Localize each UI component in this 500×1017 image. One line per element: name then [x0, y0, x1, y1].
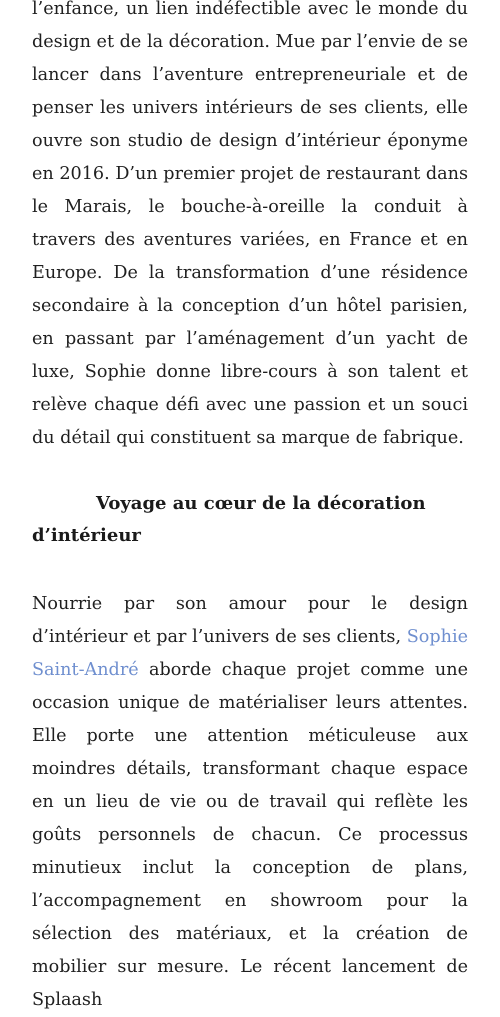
paragraph-approach-text-end: aborde chaque projet comme une occasion unique de matérialiser leurs attentes. Elle porte une attention méticuleuse aux moindres détails, transformant chaque espace en un lieu de vie ou de travail qui reflète les goûts personnels de chacun. Ce processus minutieux inclut la conception de plans, l’accompagnement en showroom pour la sélection des matériaux, et la création de mobilier sur mesure. Le récent lancement de Splaash [32, 660, 468, 1010]
designer-name-link[interactable]: Sophie Saint-André [32, 627, 468, 680]
paragraph-intro: l’enfance, un lien indéfectible avec le monde du design et de la décoration. Mue par l’envie de se lancer dans l’aventure entrepreneuriale et de penser les univers intérieurs de ses clients, elle ouvre son studio de design d’intérieur éponyme en 2016. D’un premier projet de restaurant dans le Marais, le bouche-à-oreille la conduit à travers des aventures variées, en France et en Europe. De la transformation d’une résidence secondaire à la conception d’un hôtel parisien, en passant par l’aménagement d’un yacht de luxe, Sophie donne libre-cours à son talent et relève chaque défi avec une passion et un souci du détail qui constituent sa marque de fabrique. [32, 0, 468, 448]
paragraph-approach [32, 588, 468, 1017]
section-heading: Voyage au cœur de la décoration d’intérieur [32, 493, 426, 546]
paragraph-approach-text-start: Nourrie par son amour pour le design d’intérieur et par l’univers de ses clients, [32, 594, 468, 647]
article-body [32, 0, 468, 1017]
